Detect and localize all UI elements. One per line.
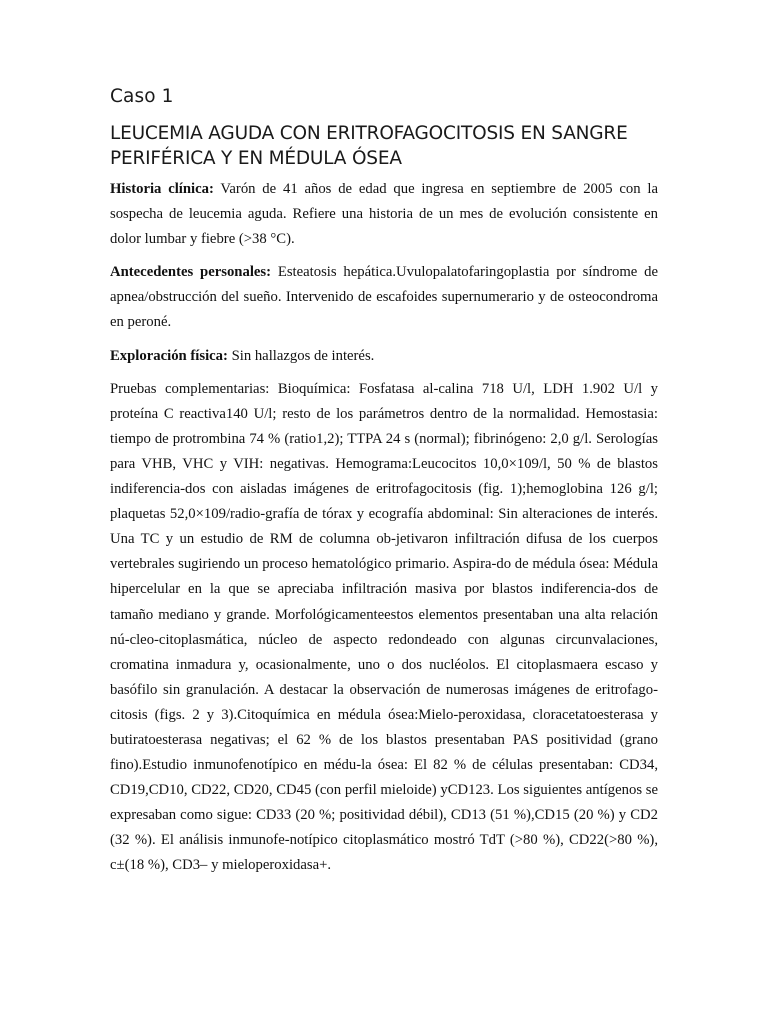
exploracion-text: Sin hallazgos de interés. xyxy=(227,347,375,364)
historia-clinica-label: Historia clínica: xyxy=(110,181,214,197)
pruebas-complementarias-paragraph: Pruebas complementarias: Bioquímica: Fosfatasa al-calina 718 U/l, LDH 1.902 U/l y proteína C reactiva140 U/l; resto de los parámetros dentro de la normalidad. Hemostasia: tiempo de protrombina 74 % (ratio1,2); TTPA 24 s (normal); fibrinógeno: 2,0 g/l. Serologías para VHB, VHC y VIH: negativas. Hemograma:Leucocitos 10,0×109/l, 50 % de blastos indiferencia-dos con aisladas imágenes de eritrofagocitosis (fig. 1);hemoglobina 126 g/l; plaquetas 52,0×109/radio-grafía de tórax y ecografía abdominal: Sin alteraciones de interés. Una TC y un estudio de RM de columna ob-jetivaron infiltración difusa de los cuerpos vertebrales sugiriendo un proceso hematológico primario. Aspira-do de médula ósea: Médula hipercelular en la que se apreciaba infiltración masiva por blastos indiferencia-dos de tamaño mediano y grande. Morfológicamenteestos elementos presentaban una alta relación nú-cleo-citoplasmática, núcleo de aspecto redondeado con algunas circunvalaciones, cromatina inmadura y, ocasionalmente, uno o dos nucléolos. El citoplasmaera escaso y basófilo sin granulación. A destacar la observación de numerosas imágenes de eritrofago-citosis (figs. 2 y 3).Citoquímica en médula ósea:Mielo-peroxidasa, cloracetatoesterasa y butiratoesterasa negativas; el 62 % de los blastos presentaban PAS positividad (grano fino).Estudio inmunofenotípico en médu-la ósea: El 82 % de células presentaban: CD34, CD19,CD10, CD22, CD20, CD45 (con perfil mieloide) yCD123. Los siguientes antígenos se expresaban como sigue: CD33 (20 %; positividad débil), CD13 (51 %),CD15 (20 %) y CD2 (32 %). El análisis inmunofe-notípico citoplasmático mostró TdT (>80 %), CD22(>80 %), c±(18 %), CD3– y mieloperoxidasa+. xyxy=(110,380,658,874)
historia-clinica-text: Varón de 41 años de edad que ingresa en septiembre de 2005 con la sospecha de leucemia aguda. Refiere una historia de un mes de evolución consistente en dolor lumbar y fiebre (>38 °C). xyxy=(110,181,658,248)
antecedentes-label: Antecedentes personales: xyxy=(110,264,272,281)
exploracion-label: Exploración física: xyxy=(110,347,228,364)
antecedentes-paragraph xyxy=(110,260,658,335)
antecedentes-text: Esteatosis hepática.Uvulopalatofaringoplastia por síndrome de apnea/obstrucción del sueño. Intervenido de escafoides supernumerario y de osteocondroma en peroné. xyxy=(110,264,658,331)
document-body xyxy=(110,177,658,879)
case-label: Caso 1 xyxy=(110,86,174,107)
historia-clinica-paragraph xyxy=(110,177,658,252)
document-title: LEUCEMIA AGUDA CON ERITROFAGOCITOSIS EN SANGRE PERIFÉRICA Y EN MÉDULA ÓSEA xyxy=(110,123,628,169)
exploracion-paragraph xyxy=(110,344,658,369)
